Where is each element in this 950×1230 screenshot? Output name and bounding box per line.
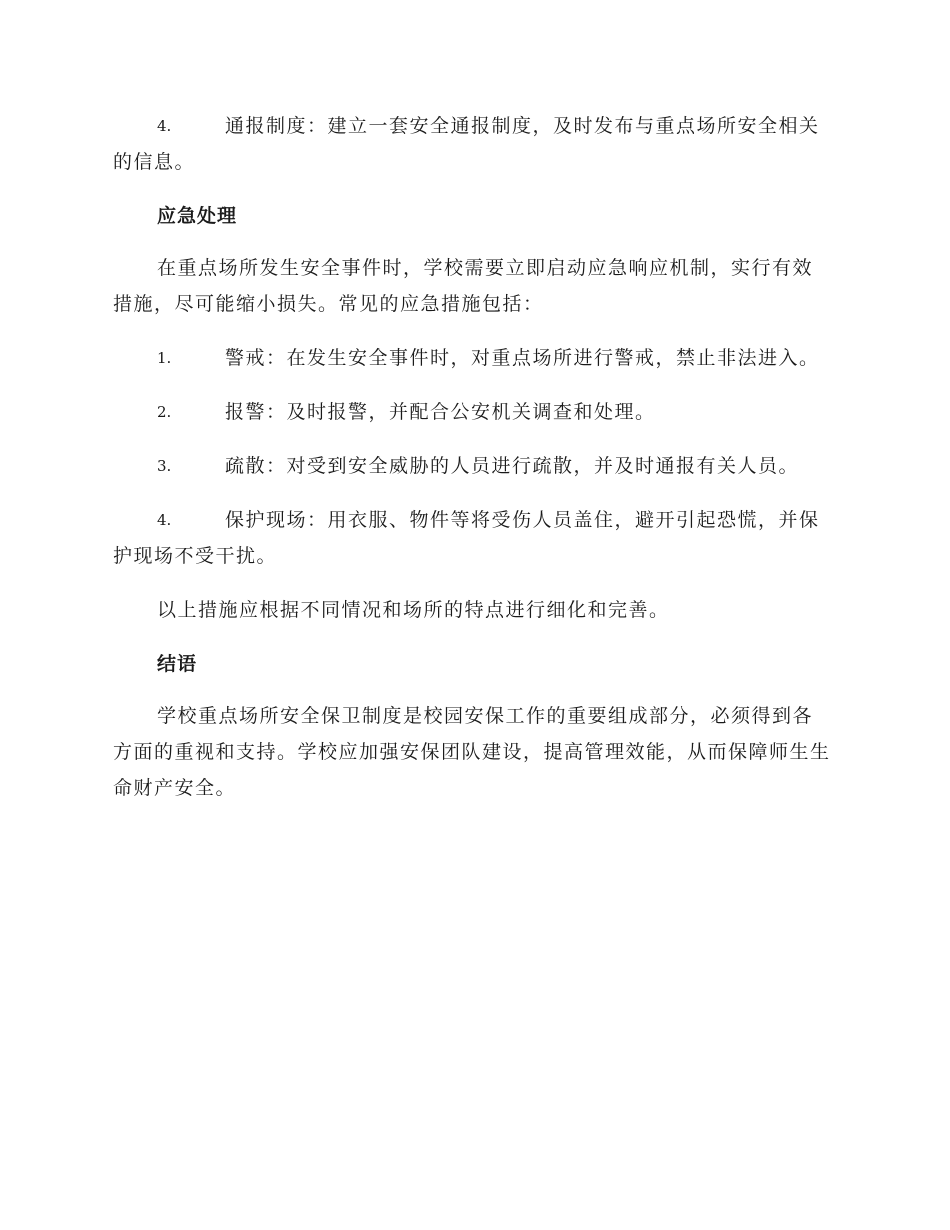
document-page (113, 108, 833, 806)
list-number: 4. (157, 511, 172, 529)
list-item-reporting (113, 108, 833, 180)
list-number: 4. (157, 117, 172, 135)
conclusion-paragraph: 学校重点场所安全保卫制度是校园安保工作的重要组成部分，必须得到各方面的重视和支持。学校应加强安保团队建设，提高管理效能，从而保障师生生命财产安全。 (113, 705, 831, 799)
list-number: 3. (157, 457, 172, 475)
section-heading-conclusion: 结语 (157, 653, 198, 675)
section-heading-emergency: 应急处理 (157, 205, 238, 227)
list-number: 2. (157, 403, 172, 421)
emergency-intro-paragraph: 在重点场所发生安全事件时，学校需要立即启动应急响应机制，实行有效措施，尽可能缩小损失。常见的应急措施包括： (113, 257, 814, 315)
list-item-text: 疏散：对受到安全威胁的人员进行疏散，并及时通报有关人员。 (225, 455, 800, 477)
list-number: 1. (157, 349, 172, 367)
list-item-cordon (113, 340, 833, 376)
list-item-text: 通报制度：建立一套安全通报制度，及时发布与重点场所安全相关的信息。 (113, 115, 820, 173)
list-item-protect-scene (113, 502, 833, 574)
emergency-note-paragraph: 以上措施应根据不同情况和场所的特点进行细化和完善。 (157, 599, 670, 621)
list-item-text: 警戒：在发生安全事件时，对重点场所进行警戒，禁止非法进入。 (225, 347, 820, 369)
list-item-alarm (113, 394, 833, 430)
list-item-evacuate (113, 448, 833, 484)
list-item-text: 保护现场：用衣服、物件等将受伤人员盖住，避开引起恐慌，并保护现场不受干扰。 (113, 509, 820, 567)
list-item-text: 报警：及时报警，并配合公安机关调查和处理。 (225, 401, 656, 423)
